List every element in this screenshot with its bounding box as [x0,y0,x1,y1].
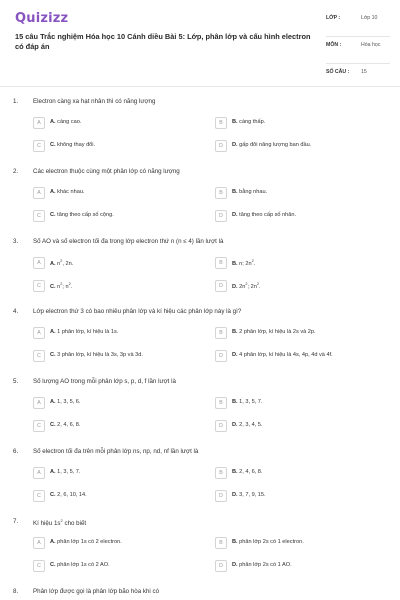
question-text: Kí hiệu $1s^2$ cho biết [33,518,87,528]
option-letter-box: B [215,257,227,269]
option-label: A. [50,260,56,267]
option-letter-box: C [33,350,45,362]
option-label: D. [232,283,238,290]
option-text [232,352,333,358]
option-label: C. [50,283,56,290]
option-text [50,329,118,335]
option-value: tăng theo cấp số nhân. [237,212,297,218]
answer-option-c[interactable] [33,140,183,154]
option-value: 2, 6, 10, 14. [55,492,87,498]
question-number: 3. [13,238,19,245]
option-value: $2n^2$; $2n^2$. [237,282,261,290]
option-letter-box: B [215,467,227,479]
option-label: D. [232,422,238,428]
question-number: 4. [13,308,19,315]
answer-option-d[interactable] [215,560,365,574]
answer-option-a[interactable] [33,467,183,481]
option-value: tăng theo cấp số cộng. [55,212,114,218]
meta-key-subject: MÔN : [326,42,342,48]
option-label: A. [50,329,56,335]
option-label: D. [232,352,238,358]
answer-option-c[interactable] [33,560,183,574]
answer-option-b[interactable] [215,467,365,481]
option-label: B. [232,329,238,335]
answer-option-a[interactable] [33,327,183,341]
answer-option-d[interactable] [215,420,365,434]
question-number: 8. [13,588,19,595]
option-text [232,469,262,475]
worksheet-header [0,0,400,84]
option-value: 1, 3, 5, 6. [55,399,81,405]
answer-option-a[interactable] [33,257,183,271]
option-letter-box: B [215,187,227,199]
option-text [50,189,85,195]
option-value: 3, 7, 9, 15. [237,492,266,498]
option-value: khác nhau. [55,189,85,195]
meta-key-class: LỚP : [326,15,341,21]
option-letter-box: B [215,117,227,129]
page-title: 15 câu Trắc nghiệm Hóa học 10 Cánh diều Bài 5: Lớp, phân lớp và cấu hình electron có đáp án [15,32,311,51]
option-letter-box: C [33,210,45,222]
answer-option-d[interactable] [215,350,365,364]
option-letter-box: C [33,420,45,432]
option-letter-box: A [33,187,45,199]
question-text: Số electron tối đa trên mỗi phân lớp ns, np, nd, nf lần lượt là [33,448,199,455]
option-label: B. [232,399,238,405]
option-label: C. [50,422,56,428]
option-letter-box: B [215,397,227,409]
option-text [50,469,80,475]
option-value: phân lớp 1s có 2 AO. [55,562,110,568]
answer-option-c[interactable] [33,280,183,294]
option-letter-box: D [215,210,227,222]
option-text [50,399,80,405]
question-text: Các electron thuộc cùng một phân lớp có năng lượng [33,168,180,175]
answer-option-d[interactable] [215,280,365,294]
option-text [50,212,114,218]
option-letter-box: B [215,537,227,549]
answer-option-a[interactable] [33,537,183,551]
option-value: 1, 3, 5, 7. [237,399,263,405]
option-value: 1, 3, 5, 7. [55,469,81,475]
option-text [50,562,110,568]
option-label: A. [50,189,56,195]
option-letter-box: A [33,327,45,339]
option-value: 1 phân lớp, kí hiệu là 1s. [55,329,119,335]
option-letter-box: D [215,490,227,502]
option-value: phân lớp 1s có 2 electron. [55,539,122,545]
option-text [50,352,143,358]
answer-option-b[interactable] [215,537,365,551]
meta-row-subject [326,39,390,64]
answer-option-c[interactable] [33,350,183,364]
option-label: D. [232,212,238,218]
option-letter-box: A [33,117,45,129]
option-label: B. [232,189,238,195]
answer-option-c[interactable] [33,210,183,224]
meta-value-subject: Hóa học [361,42,381,48]
answer-option-b[interactable] [215,257,365,271]
option-text [50,422,80,428]
answer-option-c[interactable] [33,420,183,434]
option-text [50,492,87,498]
option-value: không thay đổi. [55,142,96,148]
question-number: 6. [13,448,19,455]
option-letter-box: D [215,140,227,152]
option-label: C. [50,352,56,358]
option-text [232,212,296,218]
option-letter-box: A [33,397,45,409]
question-number: 1. [13,98,19,105]
option-label: D. [232,142,238,148]
question-text: Số lượng AO trong mỗi phân lớp s, p, d, f lần lượt là [33,378,176,385]
option-value: 2 phân lớp, kí hiệu là 2s và 2p. [237,329,316,335]
question-text: Lớp electron thứ 3 có bao nhiêu phân lớp và kí hiệu các phân lớp này là gì? [33,308,242,315]
option-letter-box: D [215,420,227,432]
answer-option-c[interactable] [33,490,183,504]
option-text [50,142,95,148]
option-label: D. [232,562,238,568]
option-text [232,399,262,405]
answer-option-b[interactable] [215,117,365,131]
answer-option-d[interactable] [215,210,365,224]
option-value: bằng nhau. [237,189,268,195]
answer-option-b[interactable] [215,327,365,341]
option-text [232,422,262,428]
option-label: C. [50,142,56,148]
option-text [50,539,122,545]
worksheet-meta [326,12,390,82]
option-value: $n^2$; $n^2$. [55,282,73,290]
question-number: 5. [13,378,19,385]
option-text [232,189,267,195]
answer-option-a[interactable] [33,397,183,411]
option-text [232,142,311,148]
answer-option-d[interactable] [215,490,365,504]
option-value: 2, 3, 4, 5. [237,422,263,428]
option-text [50,282,72,290]
option-text [50,259,73,267]
option-letter-box: C [33,140,45,152]
option-label: D. [232,492,238,498]
option-label: B. [232,539,238,545]
option-label: C. [50,562,56,568]
option-text [232,119,265,125]
option-letter-box: A [33,257,45,269]
header-divider [0,86,400,87]
meta-value-class: Lớp 10 [361,15,378,21]
option-label: A. [50,399,56,405]
option-label: C. [50,492,56,498]
option-letter-box: D [215,280,227,292]
option-letter-box: A [33,537,45,549]
option-value: phân lớp 2s có 1 electron. [237,539,304,545]
quizizz-logo: Quizizz [15,11,69,26]
question-text: Electron càng xa hạt nhân thì có năng lượng [33,98,156,105]
option-letter-box: B [215,327,227,339]
option-text [232,539,304,545]
option-value: càng cao. [55,119,82,125]
meta-row-count [326,66,390,80]
question-text: Phân lớp được gọi là phân lớp bão hòa khi có [33,588,160,595]
option-letter-box: A [33,467,45,479]
option-value: 3 phân lớp, kí hiệu là 3s, 3p và 3d. [55,352,143,358]
option-value: phân lớp 2s có 1 AO. [237,562,292,568]
option-label: B. [232,469,238,475]
option-text [50,119,81,125]
option-label: A. [50,469,56,475]
option-value: n; $2n^2$. [237,259,256,267]
option-letter-box: C [33,560,45,572]
question-number: 7. [13,518,19,525]
answer-option-d[interactable] [215,140,365,154]
option-text [232,282,261,290]
option-label: A. [50,539,56,545]
option-text [232,492,266,498]
option-value: $n^2$, 2n. [55,259,74,267]
answer-option-b[interactable] [215,397,365,411]
option-value: càng thấp. [237,119,266,125]
option-value: 2, 4, 6, 8. [237,469,263,475]
question-text: Số AO và số electron tối đa trong lớp electron thứ n (n ≤ 4) lần lượt là [33,238,224,245]
meta-key-count: SỐ CÂU : [326,69,350,75]
option-value: 2, 4, 6, 8. [55,422,81,428]
option-value: 4 phân lớp, kí hiệu là 4s, 4p, 4d và 4f. [237,352,333,358]
option-letter-box: D [215,560,227,572]
option-letter-box: D [215,350,227,362]
option-label: A. [50,119,56,125]
option-letter-box: C [33,280,45,292]
option-text [232,562,292,568]
answer-option-a[interactable] [33,117,183,131]
answer-option-a[interactable] [33,187,183,201]
question-number: 2. [13,168,19,175]
answer-option-b[interactable] [215,187,365,201]
option-value: gấp đôi năng lượng ban đầu. [237,142,312,148]
option-letter-box: C [33,490,45,502]
option-text [232,329,316,335]
option-label: B. [232,119,238,125]
meta-value-count: 15 [361,69,367,75]
option-label: C. [50,212,56,218]
option-text [232,259,255,267]
option-label: B. [232,260,238,267]
meta-row-class [326,12,390,37]
